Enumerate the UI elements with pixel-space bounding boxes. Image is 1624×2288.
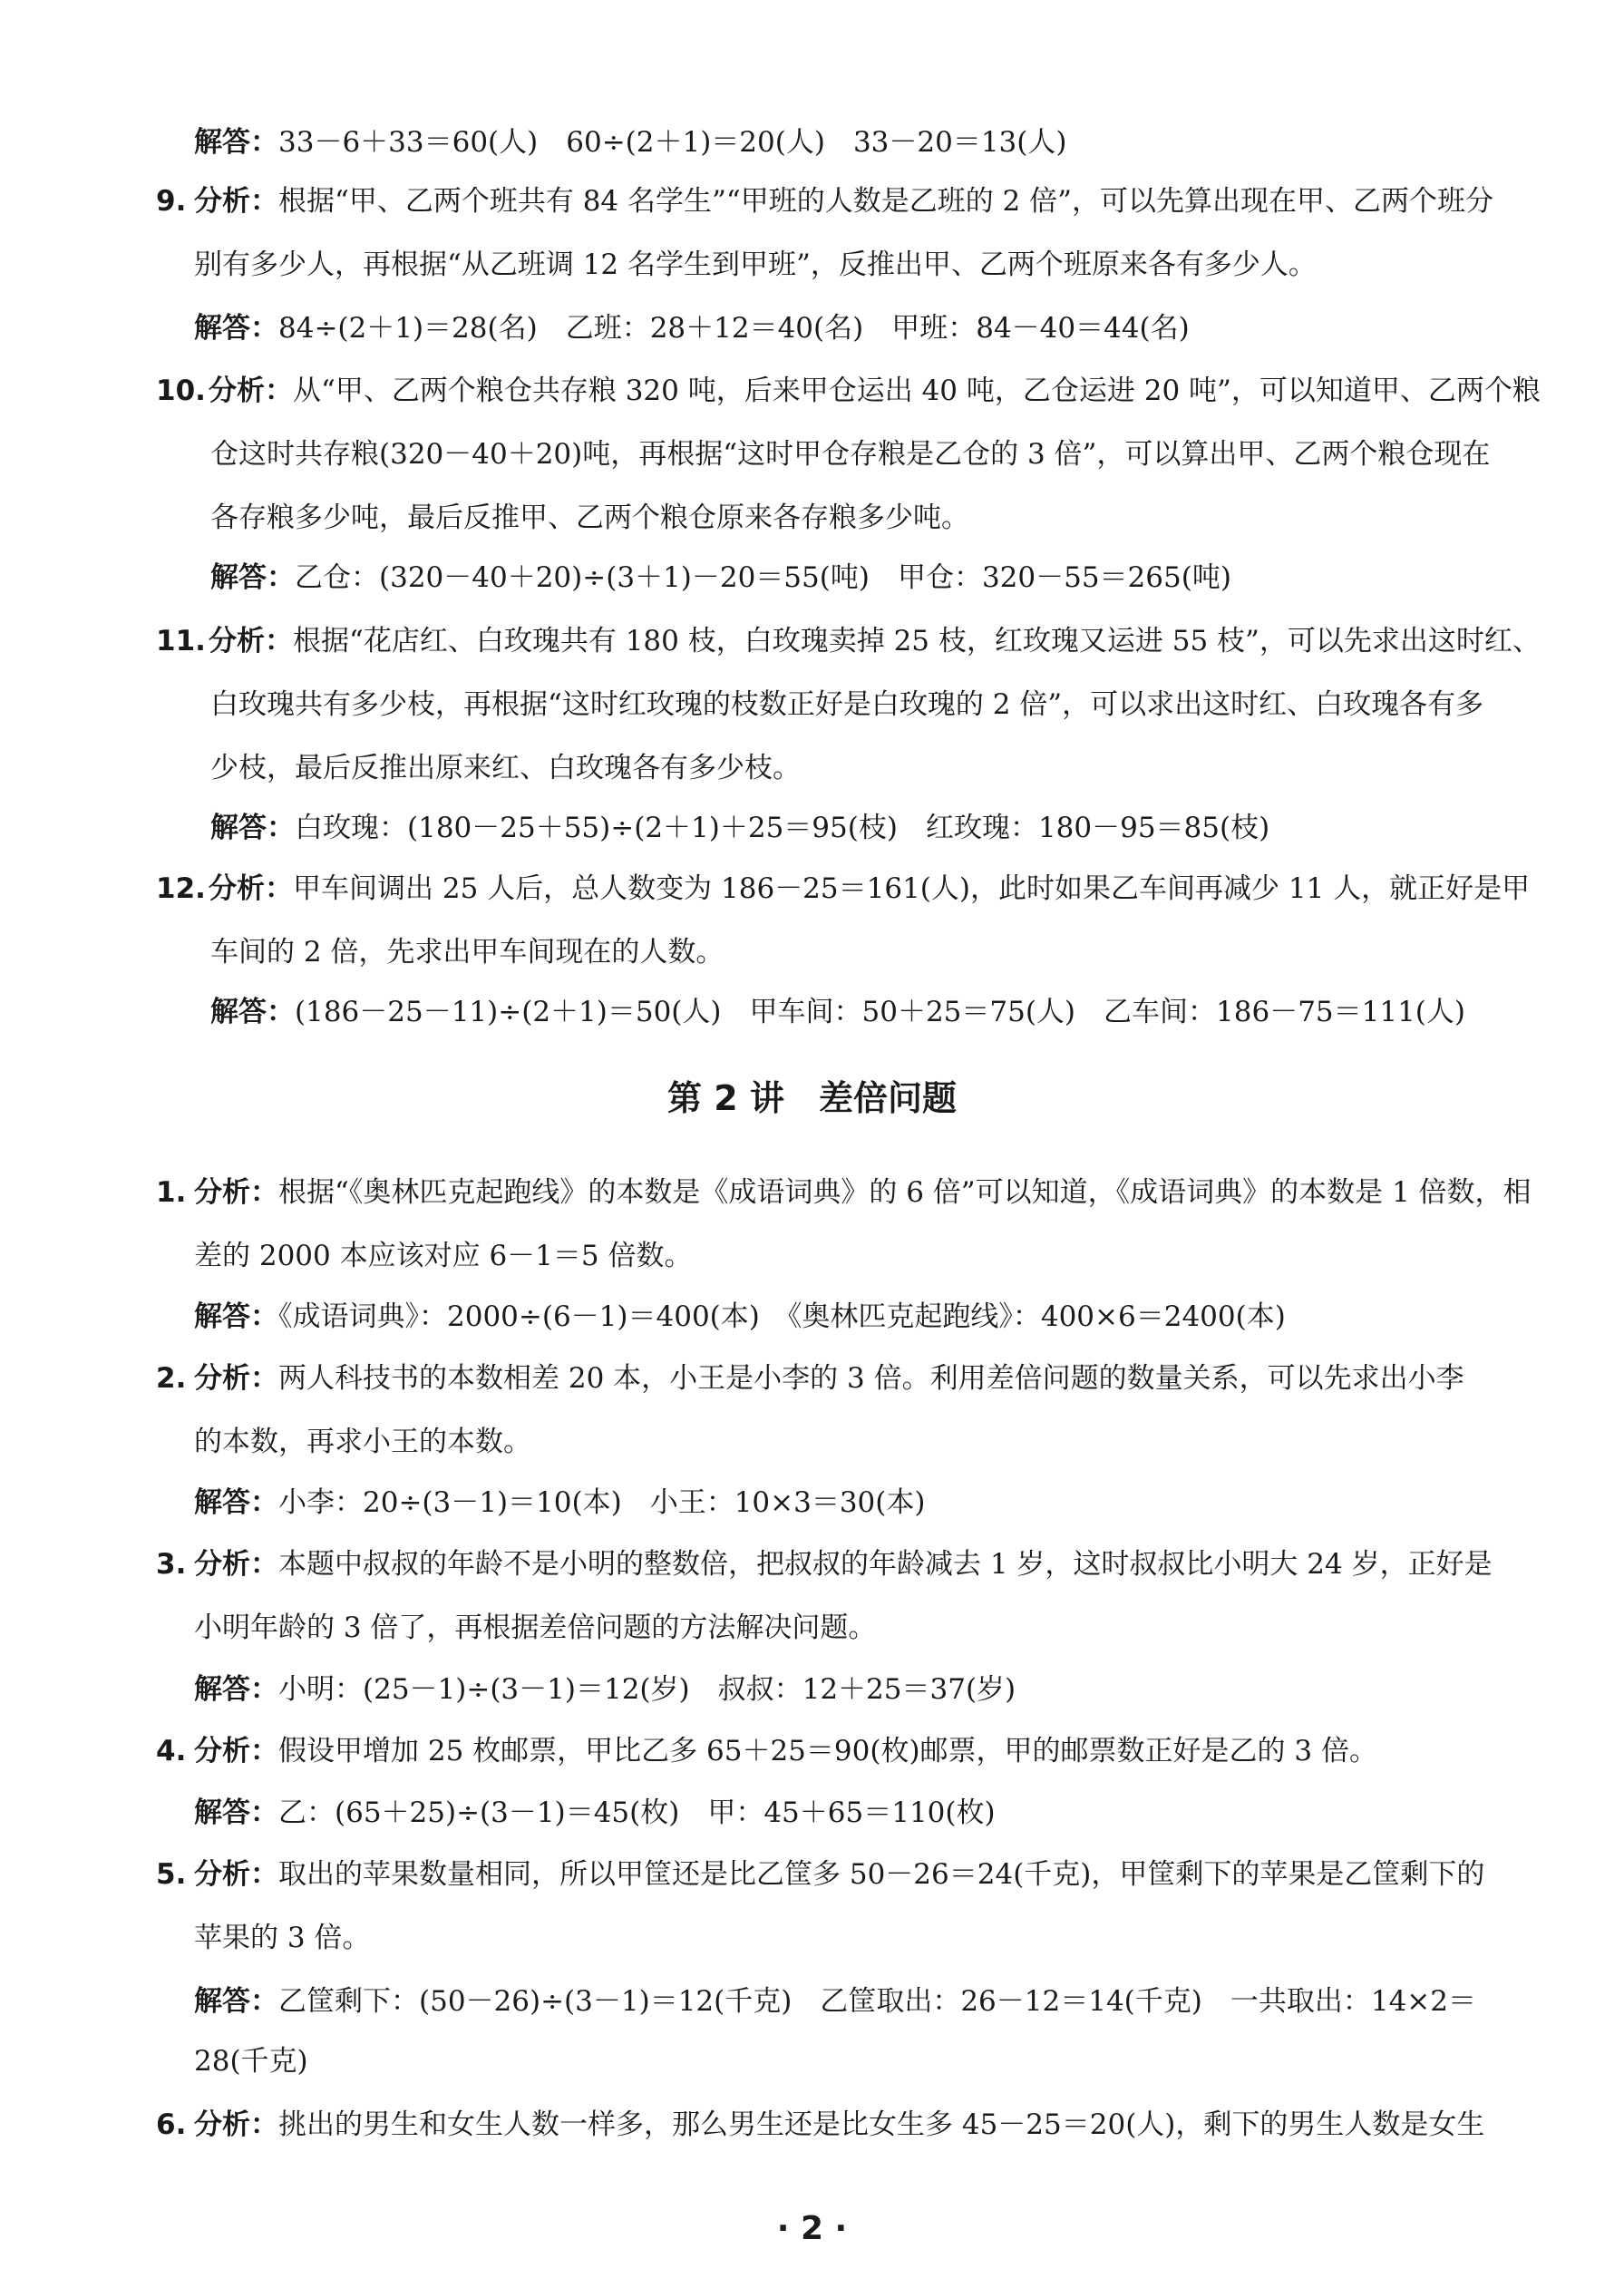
analysis-text: 少枝，最后反推出原来红、白玫瑰各有多少枝。	[210, 752, 801, 784]
analysis-text: 取出的苹果数量相同，所以甲筐还是比乙筐多 50－26＝24(千克)，甲筐剩下的苹果是乙筐剩下的	[278, 1858, 1485, 1891]
analysis-text: 从“甲、乙两个粮仓共存粮 320 吨，后来甲仓运出 40 吨，乙仓运进 20 吨”，可以知道甲、乙两个粮	[293, 375, 1541, 407]
s2-q5-analysis-line2	[194, 1924, 370, 1952]
answer-label: 解答：	[210, 996, 295, 1028]
question-number: 10.	[156, 375, 206, 407]
analysis-text: 根据“《奥林匹克起跑线》的本数是《成语词典》的 6 倍”可以知道，《成语词典》的本数是 1 倍数，相	[278, 1176, 1532, 1209]
answer-text: 乙：(65＋25)÷(3－1)＝45(枚) 甲：45＋65＝110(枚)	[278, 1796, 996, 1829]
s2-q5-answer-line1	[194, 1985, 1476, 2018]
analysis-label: 分析：	[194, 1858, 278, 1891]
section-heading: 第 2 讲 差倍问题	[667, 1078, 957, 1118]
answer-label: 解答：	[194, 312, 278, 345]
question-number: 12.	[156, 872, 206, 905]
q12-analysis-line2	[210, 936, 724, 969]
analysis-text: 差的 2000 本应该对应 6－1＝5 倍数。	[194, 1240, 693, 1272]
analysis-label: 分析：	[194, 1362, 278, 1395]
answer-label: 解答：	[194, 1673, 278, 1706]
analysis-text: 各存粮多少吨，最后反推甲、乙两个粮仓原来各存粮多少吨。	[210, 501, 969, 534]
analysis-text: 根据“花店红、白玫瑰共有 180 枝，白玫瑰卖掉 25 枝，红玫瑰又运进 55 枝”，可以先求出这时红、	[293, 625, 1541, 657]
answer-label: 解答：	[210, 812, 295, 844]
s2-q3-analysis-line1	[156, 1548, 1493, 1581]
analysis-text: 白玫瑰共有多少枝，再根据“这时红玫瑰的枝数正好是白玫瑰的 2 倍”，可以求出这时红、白玫瑰各有多	[210, 688, 1484, 721]
question-number: 9.	[156, 185, 187, 218]
answer-label: 解答：	[194, 1796, 278, 1829]
answer-label: 解答：	[194, 126, 278, 159]
s2-q6-analysis-line1	[156, 2108, 1485, 2141]
question-number: 6.	[156, 2108, 187, 2141]
answer-label: 解答：	[210, 561, 295, 594]
answer-label: 解答：	[194, 1300, 278, 1333]
s2-q2-analysis-line2	[194, 1428, 531, 1456]
q10-analysis-line2	[210, 438, 1491, 471]
s2-q2-analysis-line1	[156, 1362, 1464, 1395]
s2-q5-analysis-line1	[156, 1858, 1485, 1891]
q11-answer	[210, 814, 1269, 842]
q9-analysis-line1	[156, 185, 1493, 218]
analysis-text: 车间的 2 倍，先求出甲车间现在的人数。	[210, 936, 724, 969]
analysis-text: 苹果的 3 倍。	[194, 1922, 371, 1954]
q11-analysis-line2	[210, 688, 1484, 721]
analysis-label: 分析：	[194, 1548, 278, 1581]
s2-q2-answer	[194, 1486, 926, 1519]
answer-text: 白玫瑰：(180－25＋55)÷(2＋1)＋25＝95(枝) 红玫瑰：180－95＝85(枝)	[295, 812, 1270, 844]
s2-q1-analysis-line1	[156, 1176, 1532, 1209]
question-number: 3.	[156, 1548, 187, 1581]
analysis-label: 分析：	[194, 2108, 278, 2141]
page-number: · 2 ·	[776, 2210, 848, 2247]
question-number: 4.	[156, 1735, 187, 1767]
answer-text: 乙筐剩下：(50－26)÷(3－1)＝12(千克) 乙筐取出：26－12＝14(千克) 一共取出：14×2＝	[278, 1985, 1476, 2018]
q8-answer	[194, 126, 1067, 159]
analysis-text: 假设甲增加 25 枚邮票，甲比乙多 65＋25＝90(枚)邮票，甲的邮票数正好是乙的 3 倍。	[278, 1735, 1377, 1767]
answer-text: 28(千克)	[194, 2045, 308, 2078]
q11-analysis-line1	[156, 625, 1541, 657]
s2-q3-answer	[194, 1673, 1016, 1706]
analysis-text: 本题中叔叔的年龄不是小明的整数倍，把叔叔的年龄减去 1 岁，这时叔叔比小明大 24 岁，正好是	[278, 1548, 1493, 1581]
answer-text: 33－6＋33＝60(人) 60÷(2＋1)＝20(人) 33－20＝13(人)	[278, 126, 1067, 159]
analysis-label: 分析：	[209, 872, 293, 905]
analysis-label: 分析：	[209, 625, 293, 657]
q9-answer	[194, 312, 1190, 345]
answer-text: 乙仓：(320－40＋20)÷(3＋1)－20＝55(吨) 甲仓：320－55＝265(吨)	[295, 561, 1231, 594]
answer-text: 《成语词典》：2000÷(6－1)＝400(本) 《奥林匹克起跑线》：400×6＝2400(本)	[278, 1300, 1286, 1333]
q10-analysis-line3	[210, 501, 969, 534]
analysis-text: 仓这时共存粮(320－40＋20)吨，再根据“这时甲仓存粮是乙仓的 3 倍”，可以算出甲、乙两个粮仓现在	[210, 438, 1491, 471]
q12-analysis-line1	[156, 872, 1531, 905]
q9-analysis-line2	[194, 248, 1317, 281]
analysis-text: 别有多少人，再根据“从乙班调 12 名学生到甲班”，反推出甲、乙两个班原来各有多少人。	[194, 248, 1317, 281]
analysis-label: 分析：	[194, 185, 278, 218]
s2-q1-analysis-line2	[194, 1242, 692, 1271]
analysis-label: 分析：	[194, 1176, 278, 1209]
answer-text: 小李：20÷(3－1)＝10(本) 小王：10×3＝30(本)	[278, 1486, 926, 1519]
question-number: 2.	[156, 1362, 187, 1395]
analysis-text: 根据“甲、乙两个班共有 84 名学生”“甲班的人数是乙班的 2 倍”，可以先算出现在甲、乙两个班分	[278, 185, 1493, 218]
question-number: 5.	[156, 1858, 187, 1891]
q10-analysis-line1	[156, 377, 1541, 405]
s2-q4-analysis-line1	[156, 1735, 1377, 1767]
answer-text: (186－25－11)÷(2＋1)＝50(人) 甲车间：50＋25＝75(人) 乙车间：186－75＝111(人)	[295, 996, 1465, 1028]
question-number: 11.	[156, 625, 206, 657]
answer-label: 解答：	[194, 1985, 278, 2018]
q10-answer	[210, 561, 1231, 594]
analysis-text: 两人科技书的本数相差 20 本，小王是小李的 3 倍。利用差倍问题的数量关系，可以先求出小李	[278, 1362, 1464, 1395]
answer-label: 解答：	[194, 1486, 278, 1519]
analysis-text: 小明年龄的 3 倍了，再根据差倍问题的方法解决问题。	[194, 1611, 877, 1644]
q12-answer	[210, 998, 1465, 1027]
analysis-text: 挑出的男生和女生人数一样多，那么男生还是比女生多 45－25＝20(人)，剩下的男生人数是女生	[278, 2108, 1485, 2141]
analysis-label: 分析：	[209, 375, 293, 407]
answer-text: 小明：(25－1)÷(3－1)＝12(岁) 叔叔：12＋25＝37(岁)	[278, 1673, 1016, 1706]
question-number: 1.	[156, 1176, 187, 1209]
q11-analysis-line3	[210, 752, 801, 784]
analysis-text: 甲车间调出 25 人后，总人数变为 186－25＝161(人)，此时如果乙车间再减少 11 人，就正好是甲	[293, 872, 1531, 905]
s2-q3-analysis-line2	[194, 1611, 877, 1644]
analysis-label: 分析：	[194, 1735, 278, 1767]
s2-q5-answer-line2	[194, 2045, 308, 2078]
answer-text: 84÷(2＋1)＝28(名) 乙班：28＋12＝40(名) 甲班：84－40＝44(名)	[278, 312, 1190, 345]
s2-q1-answer	[194, 1300, 1286, 1333]
analysis-text: 的本数，再求小王的本数。	[194, 1426, 531, 1458]
s2-q4-answer	[194, 1796, 996, 1829]
